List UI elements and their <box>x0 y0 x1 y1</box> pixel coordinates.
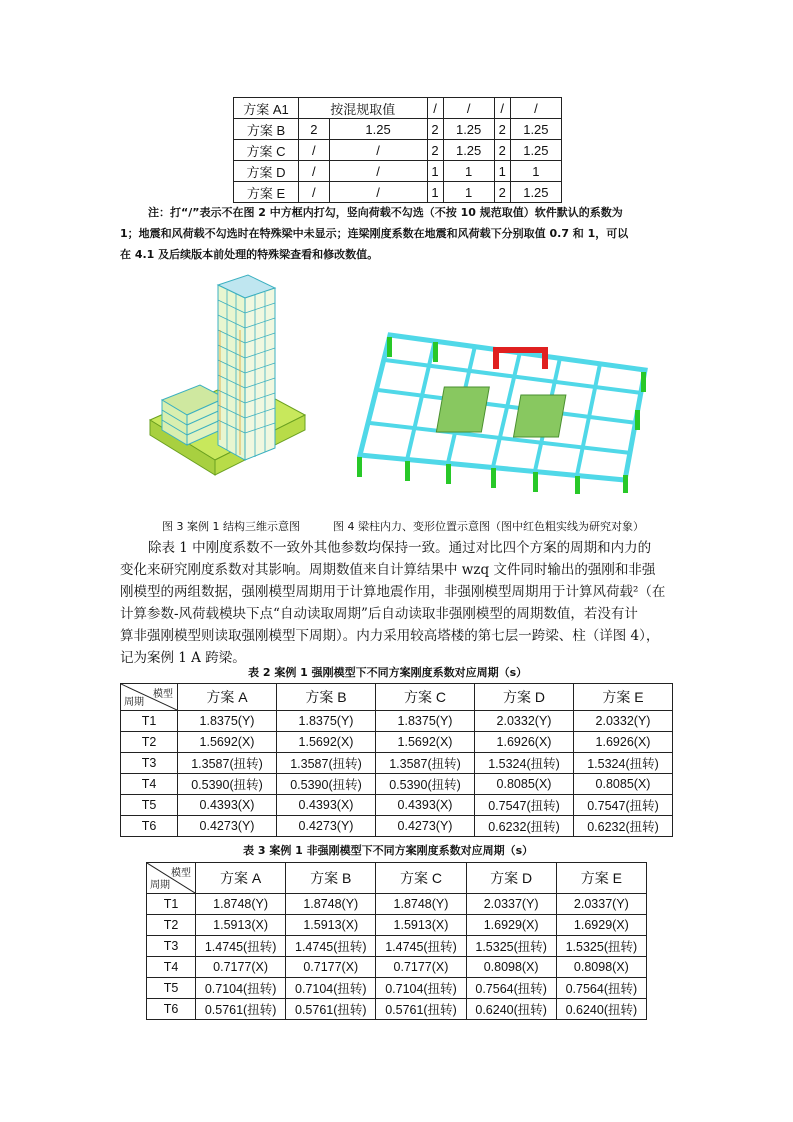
table-cell: 0.7104(扭转) <box>286 978 376 999</box>
table-row <box>147 999 647 1020</box>
table-cell: 0.7177(X) <box>196 957 286 978</box>
figure-3-caption: 图 3 案例 1 结构三维示意图 <box>162 520 300 533</box>
table-cell: 0.5761(扭转) <box>196 999 286 1020</box>
table-cell: / <box>427 98 443 119</box>
paragraph-line-4: 计算参数-风荷载模块下点“自动读取周期”后自动读取非强刚模型的周期数值，若没有计 <box>120 606 638 622</box>
table-row <box>121 795 673 816</box>
table-cell: T1 <box>121 711 178 732</box>
table-cell: 2 <box>494 140 510 161</box>
table-cell: 0.8098(X) <box>556 957 646 978</box>
table-cell: T2 <box>147 915 196 936</box>
table-cell: 0.6240(扭转) <box>466 999 556 1020</box>
non-rigid-period-table <box>146 862 647 1020</box>
table-cell: T3 <box>121 753 178 774</box>
table-cell: 2.0332(Y) <box>475 711 574 732</box>
table-cell: 1.5325(扭转) <box>466 936 556 957</box>
table-note-line-3: 在 4.1 及后续版本前处理的特殊梁查看和修改数值。 <box>120 248 379 261</box>
paragraph-line-1: 除表 1 中刚度系数不一致外其他参数均保持一致。通过对比四个方案的周期和内力的 <box>148 540 652 556</box>
table-cell: 方案 A <box>178 684 277 711</box>
table-cell: T4 <box>147 957 196 978</box>
table-cell: / <box>329 140 427 161</box>
table-cell: 0.4393(X) <box>178 795 277 816</box>
table-cell: 0.7104(扭转) <box>376 978 466 999</box>
table-cell: 2 <box>494 182 510 203</box>
table-cell: 0.4273(Y) <box>178 816 277 837</box>
table-row <box>147 978 647 999</box>
table-cell: 2 <box>299 119 330 140</box>
table-cell: 0.6232(扭转) <box>574 816 673 837</box>
paragraph-line-5: 算非强刚模型则读取强刚模型下周期）。内力采用较高塔楼的第七层一跨梁、柱（详图 4）， <box>120 628 660 644</box>
table-cell: 0.5390(扭转) <box>376 774 475 795</box>
table-row <box>121 753 673 774</box>
table-cell: 1.8748(Y) <box>286 894 376 915</box>
table-cell: / <box>494 98 510 119</box>
table-cell: 1.8375(Y) <box>178 711 277 732</box>
table-cell: 方案 B <box>277 684 376 711</box>
table-cell: 1.8748(Y) <box>376 894 466 915</box>
table-row <box>147 936 647 957</box>
table-cell: / <box>299 140 330 161</box>
table-cell: 1.6929(X) <box>466 915 556 936</box>
paragraph-line-2: 变化来研究刚度系数对其影响。周期数值来自计算结果中 wzq 文件同时输出的强刚和非强 <box>120 562 656 578</box>
table-cell: 1.5692(X) <box>178 732 277 753</box>
table-cell: 1.5913(X) <box>286 915 376 936</box>
table-cell: 0.4393(X) <box>376 795 475 816</box>
table-cell: 1.8375(Y) <box>277 711 376 732</box>
table-cell: 1.5913(X) <box>376 915 466 936</box>
table-cell: 1.5692(X) <box>277 732 376 753</box>
table-cell: 2 <box>427 140 443 161</box>
table-header-row <box>121 684 673 711</box>
table-cell: 0.6240(扭转) <box>556 999 646 1020</box>
table-note-line-2: 1；地震和风荷载不勾选时在特殊梁中未显示；连梁刚度系数在地震和风荷载下分别取值 0.7 和 1，可以 <box>120 227 629 240</box>
structure-3d-figure <box>140 270 320 485</box>
table-cell: 1 <box>427 161 443 182</box>
table-cell: 方案 B <box>234 119 299 140</box>
floor-plan-figure <box>345 315 675 495</box>
table-3-title: 表 3 案例 1 非强刚模型下不同方案刚度系数对应周期（s） <box>243 844 534 857</box>
table-cell: 0.5761(扭转) <box>376 999 466 1020</box>
table-cell: 方案 C <box>376 684 475 711</box>
table-cell: 方案 D <box>234 161 299 182</box>
table-cell: 方案 C <box>376 863 466 894</box>
table-cell: 1 <box>443 182 494 203</box>
table-cell: 0.7177(X) <box>376 957 466 978</box>
table-cell: T5 <box>147 978 196 999</box>
table-cell: 方案 B <box>286 863 376 894</box>
table-row <box>234 140 562 161</box>
table-cell: T2 <box>121 732 178 753</box>
table-corner-cell: 模型 周期 <box>121 684 178 711</box>
table-cell: 1.25 <box>443 140 494 161</box>
table-cell: 1.25 <box>510 140 561 161</box>
table-cell: 方案 E <box>574 684 673 711</box>
table-cell: 1 <box>494 161 510 182</box>
table-cell: 1.5325(扭转) <box>556 936 646 957</box>
table-cell: 方案 E <box>556 863 646 894</box>
table-2-title: 表 2 案例 1 强刚模型下不同方案刚度系数对应周期（s） <box>248 666 528 679</box>
table-cell: 1.3587(扭转) <box>277 753 376 774</box>
table-cell: 0.8085(X) <box>475 774 574 795</box>
table-cell: 0.6232(扭转) <box>475 816 574 837</box>
table-cell: 1.5324(扭转) <box>574 753 673 774</box>
table-cell: 0.7177(X) <box>286 957 376 978</box>
table-cell: 0.8085(X) <box>574 774 673 795</box>
table-cell: 2.0337(Y) <box>556 894 646 915</box>
table-cell: 0.7547(扭转) <box>574 795 673 816</box>
table-cell: T5 <box>121 795 178 816</box>
table-header-row <box>147 863 647 894</box>
table-cell: 2 <box>494 119 510 140</box>
table-cell: 方案 D <box>466 863 556 894</box>
table-cell: 1.8748(Y) <box>196 894 286 915</box>
table-cell: / <box>329 182 427 203</box>
table-cell: 方案 D <box>475 684 574 711</box>
paragraph-line-3: 刚模型的两组数据，强刚模型周期用于计算地震作用，非强刚模型周期用于计算风荷载²（在 <box>120 584 666 600</box>
table-cell: 0.7104(扭转) <box>196 978 286 999</box>
table-row <box>121 774 673 795</box>
table-cell: 1 <box>443 161 494 182</box>
table-row <box>121 732 673 753</box>
table-cell: 1.4745(扭转) <box>286 936 376 957</box>
table-cell: 1.4745(扭转) <box>376 936 466 957</box>
table-cell: T1 <box>147 894 196 915</box>
table-cell: 方案 A1 <box>234 98 299 119</box>
table-cell: T6 <box>147 999 196 1020</box>
table-row <box>147 915 647 936</box>
table-row <box>147 894 647 915</box>
table-cell: T3 <box>147 936 196 957</box>
table-cell: 0.7564(扭转) <box>466 978 556 999</box>
table-cell: 0.8098(X) <box>466 957 556 978</box>
table-cell: 方案 E <box>234 182 299 203</box>
table-cell: 方案 A <box>196 863 286 894</box>
table-cell: 1.5913(X) <box>196 915 286 936</box>
table-cell: 1 <box>510 161 561 182</box>
table-cell: / <box>299 161 330 182</box>
table-cell: 1.3587(扭转) <box>376 753 475 774</box>
table-row <box>234 182 562 203</box>
table-cell: 1 <box>427 182 443 203</box>
table-row <box>121 816 673 837</box>
table-cell: 2 <box>427 119 443 140</box>
table-cell: 方案 C <box>234 140 299 161</box>
table-cell: 0.5761(扭转) <box>286 999 376 1020</box>
table-cell: / <box>299 182 330 203</box>
table-cell: 1.3587(扭转) <box>178 753 277 774</box>
table-cell: / <box>443 98 494 119</box>
strong-rigid-period-table <box>120 683 673 837</box>
table-cell: 0.7564(扭转) <box>556 978 646 999</box>
table-cell: 1.25 <box>443 119 494 140</box>
table-cell: 1.4745(扭转) <box>196 936 286 957</box>
table-row <box>234 98 562 119</box>
table-cell: 1.25 <box>510 182 561 203</box>
table-cell: / <box>510 98 561 119</box>
table-cell: 0.4393(X) <box>277 795 376 816</box>
table-cell: 0.4273(Y) <box>277 816 376 837</box>
table-corner-cell: 模型 周期 <box>147 863 196 894</box>
table-row <box>121 711 673 732</box>
table-cell: T4 <box>121 774 178 795</box>
table-row <box>234 119 562 140</box>
table-cell: 1.6926(X) <box>574 732 673 753</box>
table-cell: 0.5390(扭转) <box>277 774 376 795</box>
table-cell: 1.25 <box>329 119 427 140</box>
table-cell: 1.5692(X) <box>376 732 475 753</box>
table-row <box>234 161 562 182</box>
table-cell: 1.6926(X) <box>475 732 574 753</box>
table-cell: 0.5390(扭转) <box>178 774 277 795</box>
table-cell: 1.5324(扭转) <box>475 753 574 774</box>
table-cell: / <box>329 161 427 182</box>
table-cell: 1.6929(X) <box>556 915 646 936</box>
table-cell: 1.25 <box>510 119 561 140</box>
table-row <box>147 957 647 978</box>
table-cell: T6 <box>121 816 178 837</box>
paragraph-line-6: 记为案例 1 A 跨梁。 <box>120 650 246 666</box>
figure-4-caption: 图 4 梁柱内力、变形位置示意图（图中红色粗实线为研究对象） <box>333 520 644 533</box>
stiffness-coefficient-table <box>233 97 562 203</box>
table-cell: 按混规取值 <box>299 98 428 119</box>
table-cell: 1.8375(Y) <box>376 711 475 732</box>
table-cell: 0.7547(扭转) <box>475 795 574 816</box>
table-note-line-1: 注：打“/”表示不在图 2 中方框内打勾，竖向荷载不勾选（不按 10 规范取值）软件默认的系数为 <box>148 206 623 219</box>
table-cell: 0.4273(Y) <box>376 816 475 837</box>
table-cell: 2.0332(Y) <box>574 711 673 732</box>
table-cell: 2.0337(Y) <box>466 894 556 915</box>
